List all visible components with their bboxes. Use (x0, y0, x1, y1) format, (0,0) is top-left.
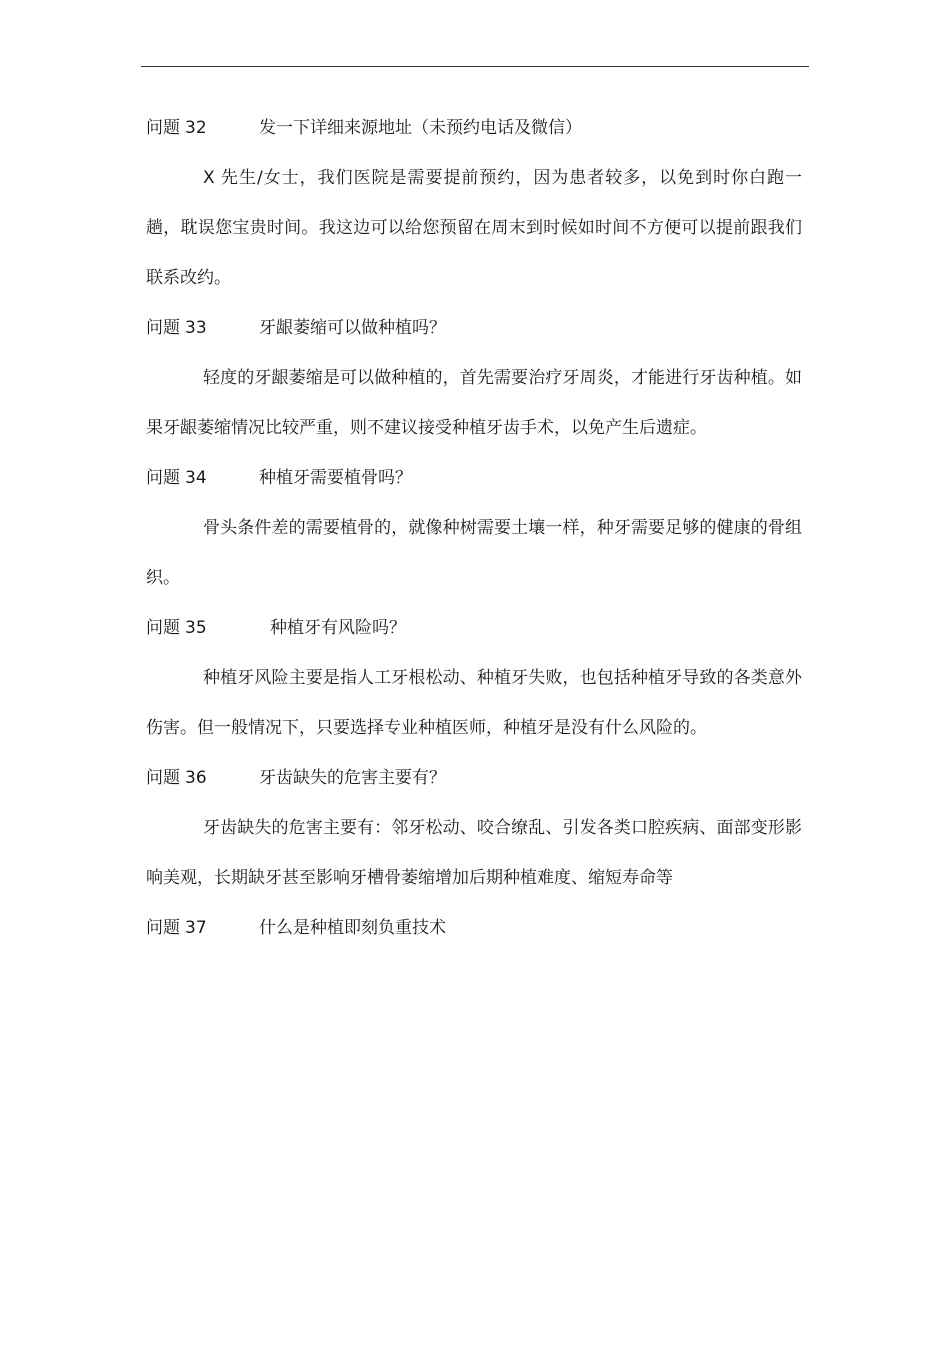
answer-paragraph: 牙齿缺失的危害主要有：邻牙松动、咬合缭乱、引发各类口腔疾病、面部变形影响美观，长期缺牙甚至影响牙槽骨萎缩增加后期种植难度、缩短寿命等 (146, 818, 802, 888)
question-label: 问题 (146, 768, 180, 788)
answer-paragraph: 骨头条件差的需要植骨的，就像种树需要土壤一样，种牙需要足够的健康的骨组织。 (146, 518, 802, 588)
question-heading (146, 103, 802, 153)
question-number: 35 (185, 618, 207, 638)
question-title: 种植牙有风险吗？ (270, 618, 406, 638)
question-number: 33 (185, 318, 207, 338)
question-title: 发一下详细来源地址（未预约电话及微信） (259, 118, 582, 138)
header-rule (141, 66, 809, 67)
answer-paragraph: X 先生/女士，我们医院是需要提前预约，因为患者较多，以免到时你白跑一趟，耽误您宝贵时间。我这边可以给您预留在周末到时候如时间不方便可以提前跟我们联系改约。 (146, 168, 802, 288)
question-heading (146, 753, 802, 803)
question-heading (146, 603, 802, 653)
answer-paragraph: 轻度的牙龈萎缩是可以做种植的，首先需要治疗牙周炎，才能进行牙齿种植。如果牙龈萎缩情况比较严重，则不建议接受种植牙齿手术，以免产生后遗症。 (146, 368, 802, 438)
answer-paragraph: 种植牙风险主要是指人工牙根松动、种植牙失败，也包括种植牙导致的各类意外伤害。但一般情况下，只要选择专业种植医师，种植牙是没有什么风险的。 (146, 668, 802, 738)
question-heading (146, 903, 802, 953)
question-label: 问题 (146, 618, 180, 638)
question-number: 37 (185, 918, 207, 938)
question-number: 34 (185, 468, 207, 488)
question-label: 问题 (146, 918, 180, 938)
question-title: 牙齿缺失的危害主要有？ (259, 768, 446, 788)
question-label: 问题 (146, 318, 180, 338)
question-number: 32 (185, 118, 207, 138)
question-label: 问题 (146, 118, 180, 138)
question-heading (146, 453, 802, 503)
question-label: 问题 (146, 468, 180, 488)
question-number: 36 (185, 768, 207, 788)
question-title: 种植牙需要植骨吗？ (259, 468, 412, 488)
question-title: 牙龈萎缩可以做种植吗？ (259, 318, 446, 338)
question-title: 什么是种植即刻负重技术 (259, 918, 446, 938)
question-heading (146, 303, 802, 353)
document-body (146, 103, 802, 953)
